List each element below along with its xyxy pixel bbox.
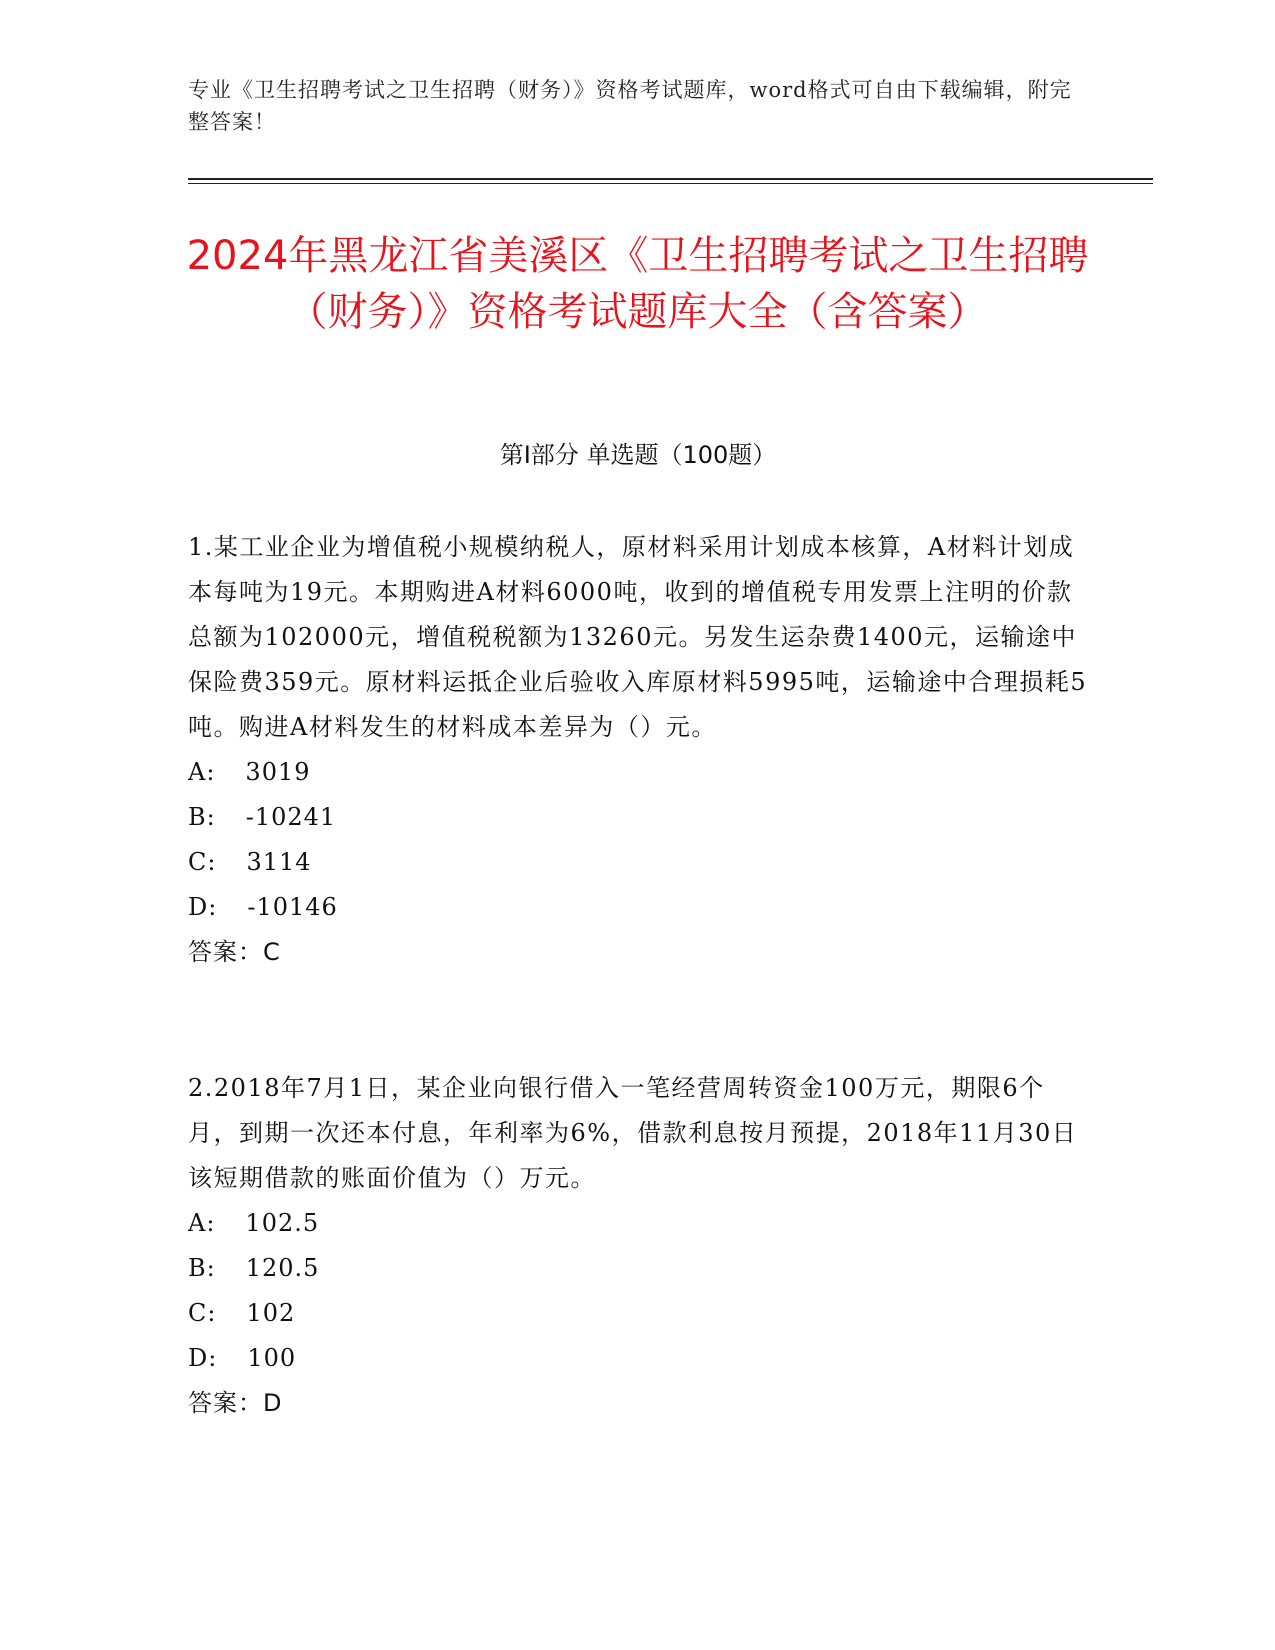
question-stem: 1.某工业企业为增值税小规模纳税人，原材料采用计划成本核算，A材料计划成本每吨为19元。本期购进A材料6000吨，收到的增值税专用发票上注明的价款总额为102000元，增值税税额为13260元。另发生运杂费1400元，运输途中保险费359元。原材料运抵企业后验收入库原材料5995吨，运输途中合理损耗5吨。购进A材料发生的材料成本差异为（）元。 (188, 533, 1088, 741)
option-b (188, 1246, 1088, 1291)
option-letter: C: (188, 1299, 217, 1327)
option-value: 100 (247, 1344, 297, 1372)
option-value: 3114 (246, 848, 312, 876)
answer-line: 答案：D (188, 1389, 283, 1417)
option-letter: A: (188, 1209, 216, 1237)
question-1 (188, 525, 1088, 975)
option-c (188, 840, 1088, 885)
question-2 (188, 1066, 1088, 1426)
option-c (188, 1291, 1088, 1336)
option-letter: A: (188, 758, 216, 786)
option-letter: B: (188, 1254, 216, 1282)
option-letter: D: (188, 1344, 218, 1372)
document-title: 2024年黑龙江省美溪区《卫生招聘考试之卫生招聘（财务）》资格考试题库大全（含答案） (186, 233, 1089, 335)
option-value: -10146 (247, 893, 338, 921)
section-heading: 第Ⅰ部分 单选题（100题） (499, 441, 777, 469)
option-a (188, 750, 1088, 795)
option-b (188, 795, 1088, 840)
header-divider (188, 178, 1153, 180)
option-value: -10241 (245, 803, 337, 831)
option-value: 3019 (245, 758, 311, 786)
option-value: 102 (246, 1299, 296, 1327)
header-divider-thin (188, 183, 1153, 184)
option-d (188, 885, 1088, 930)
question-stem: 2.2018年7月1日，某企业向银行借入一笔经营周转资金100万元，期限6个月，到期一次还本付息，年利率为6%，借款利息按月预提，2018年11月30日该短期借款的账面价值为（）万元。 (188, 1074, 1078, 1192)
header-note: 专业《卫生招聘考试之卫生招聘（财务）》资格考试题库，word格式可自由下载编辑，附完整答案！ (188, 78, 1072, 134)
option-letter: B: (188, 803, 216, 831)
option-a (188, 1201, 1088, 1246)
option-value: 102.5 (245, 1209, 320, 1237)
option-letter: D: (188, 893, 218, 921)
option-value: 120.5 (245, 1254, 320, 1282)
answer-line: 答案：C (188, 938, 281, 966)
option-d (188, 1336, 1088, 1381)
option-letter: C: (188, 848, 217, 876)
